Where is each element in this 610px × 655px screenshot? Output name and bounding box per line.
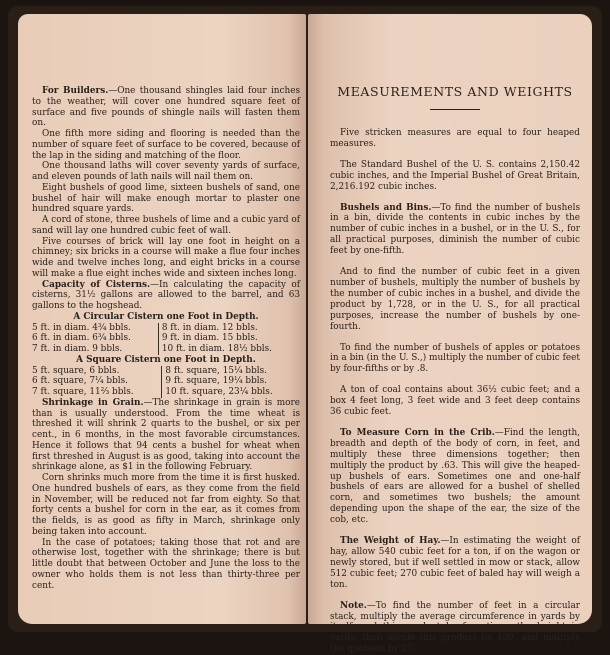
shrinkage-text: —The shrinkage in grain is more than is usually understood. From the time wheat is threshed it will shrink 2 quarts to the bushel, or six per cent., in 6 months, in the most favorable circumstances. Hence it follows that 94 cents a bushel for wheat when first threshed in August is as good, taking into account the shrinkage alone, as $1 in the following February. — [32, 397, 300, 473]
coal-paragraph: A ton of coal contains about 36½ cubic feet; and a box 4 feet long, 3 feet wide and 3 feet deep contains 36 cubic feet. — [330, 385, 580, 418]
table-cell: 10 ft. square, 23¼ bbls. — [162, 387, 300, 398]
corn-paragraph: Corn shrinks much more from the time it is first husked. One hundred bushels of ears, as they come from the field in November, will be reduced not far from eighty. So that forty cents a bushel for corn in the ear, as it comes from the fields, is as good as fifty in March, shrinkage only being taken into account. — [32, 473, 300, 537]
table-row — [32, 344, 300, 355]
table-cell: 7 ft. square, 11⅔ bbls. — [32, 387, 134, 397]
bins-heading: Bushels and Bins. — [340, 202, 432, 213]
table-cell: 6 ft. square, 7¼ bbls. — [32, 376, 128, 387]
cisterns-text: —In calculating the capacity of cisterns, 31½ gallons are allowed to the barrel, and 63 gallons to the hogshead. — [32, 279, 300, 311]
bins-text: —To find the number of bushels in a bin, divide the contents in cubic inches by the number of cubic inches in a bushel, or in the U. S., for all practical purposes, diminish the number of cubic feet by one-fifth. — [330, 202, 580, 257]
note-text: —To find the number of feet in a circular stack, multiply the average circumference in yards by itself, and this product by four times the height in yards; then divide this product by 100, and multiply the quotient by 27. — [330, 600, 580, 655]
table-cell: 10 ft. in diam. 18½ bbls. — [158, 344, 300, 355]
table-cell: 8 ft. in diam. 12 bbls. — [158, 323, 300, 334]
standard-bushel-paragraph: The Standard Bushel of the U. S. contains 2,150.42 cubic inches, and the Imperial Bushel of Great Britain, 2,216.192 cubic inches. — [330, 159, 580, 192]
book — [8, 6, 602, 655]
table-cell: 5 ft. square, 6 bbls. — [32, 365, 120, 376]
hay-text: —In estimating the weight of hay, allow 540 cubic feet for a ton, if on the wagon or newly stored, but if well settled in mow or stack, allow 512 cubic feet; 270 cubic feet of baled hay will weigh a ton. — [330, 536, 580, 590]
builders-heading: For Builders. — [42, 86, 109, 96]
potatoes-paragraph: In the case of potatoes; taking those that rot and are otherwise lost, together with the shrinkage; there is but little doubt that between October and June the loss to the owner who holds them is not less than thirty-three per cent. — [32, 537, 300, 591]
brick-paragraph: Five courses of brick will lay one foot in height on a chimney; six bricks in a course will make a flue four inches wide and twelve inches long, and eight bricks in a course will make a flue eight inches wide and sixteen inches long. — [32, 236, 300, 279]
lime-paragraph: Eight bushels of good lime, sixteen bushels of sand, one bushel of hair will make enough mortar to plaster one hundred square yards. — [32, 182, 300, 215]
stone-paragraph: A cord of stone, three bushels of lime and a cubic yard of sand will lay one hundred cubic feet of wall. — [32, 215, 300, 236]
stricken-paragraph: Five stricken measures are equal to four heaped measures. — [330, 128, 580, 149]
table-cell: 5 ft. in diam. 4¾ bbls. — [32, 322, 131, 333]
title-divider — [430, 109, 480, 110]
laths-paragraph: One thousand laths will cover seventy yards of surface, and eleven pounds of lath nails will nail them on. — [32, 161, 300, 182]
siding-paragraph: One fifth more siding and flooring is needed than the number of square feet of surface to be covered, because of the lap in the siding and matching of the floor. — [32, 129, 300, 161]
shrinkage-paragraph — [32, 398, 300, 473]
table-row — [32, 376, 300, 387]
hay-heading: The Weight of Hay. — [340, 536, 441, 547]
shrinkage-heading: Shrinkage in Grain. — [42, 397, 144, 408]
crib-heading: To Measure Corn in the Crib. — [340, 427, 495, 438]
cubic-feet-paragraph: And to find the number of cubic feet in a given number of bushels, multiply the number of bushels by the number of cubic inches in a bushel, and divide the product by 1,728, or in the U. S., for all practical purposes, increase the number of bushels by one-fourth. — [330, 267, 580, 332]
table-cell: 6 ft. in diam. 6¾ bbls. — [32, 333, 131, 344]
cisterns-paragraph — [32, 280, 300, 312]
table-cell: 7 ft. in diam. 9 bbls. — [32, 344, 123, 354]
bins-paragraph — [330, 203, 580, 258]
square-cistern-title: A Square Cistern one Foot in Depth. — [76, 354, 256, 365]
builders-paragraph — [32, 86, 300, 129]
table-row — [32, 323, 300, 334]
hay-paragraph — [330, 536, 580, 591]
left-page — [18, 14, 306, 624]
note-heading: Note. — [340, 600, 367, 611]
note-paragraph — [330, 601, 580, 655]
square-cistern-table — [32, 366, 300, 398]
apples-paragraph: To find the number of bushels of apples or potatoes in a bin (in the U. S.,) multiply the number of cubic feet by four-fifths or by .8. — [330, 342, 580, 375]
table-row — [32, 333, 300, 344]
circular-cistern-title: A Circular Cistern one Foot in Depth. — [73, 311, 259, 322]
crib-text: —Find the length, breadth and depth of the body of corn, in feet, and multiply these three dimensions together; then multiply the product by .63. This will give the heaped-up bushels of ears. Sometimes one and one-half bushels of ears are allowed for a bushel of shelled corn, and sometimes two bushels; the amount depending upon the shape of the ear, the size of the cob, etc. — [330, 427, 580, 526]
table-cell: 9 ft. square, 19¼ bbls. — [162, 376, 300, 387]
builders-text: —One thousand shingles laid four inches to the weather, will cover one hundred square feet of surface and five pounds of shingle nails will fasten them on. — [32, 86, 301, 129]
table-cell: 9 ft. in diam. 15 bbls. — [158, 333, 300, 344]
crib-paragraph — [330, 428, 580, 526]
table-cell: 8 ft. square, 15¼ bbls. — [162, 366, 300, 377]
circular-cistern-table — [32, 323, 300, 355]
cisterns-heading: Capacity of Cisterns. — [42, 279, 151, 290]
table-row — [32, 366, 300, 377]
table-row — [32, 387, 300, 398]
right-page — [308, 14, 592, 655]
page-title: MEASUREMENTS AND WEIGHTS — [337, 84, 573, 99]
